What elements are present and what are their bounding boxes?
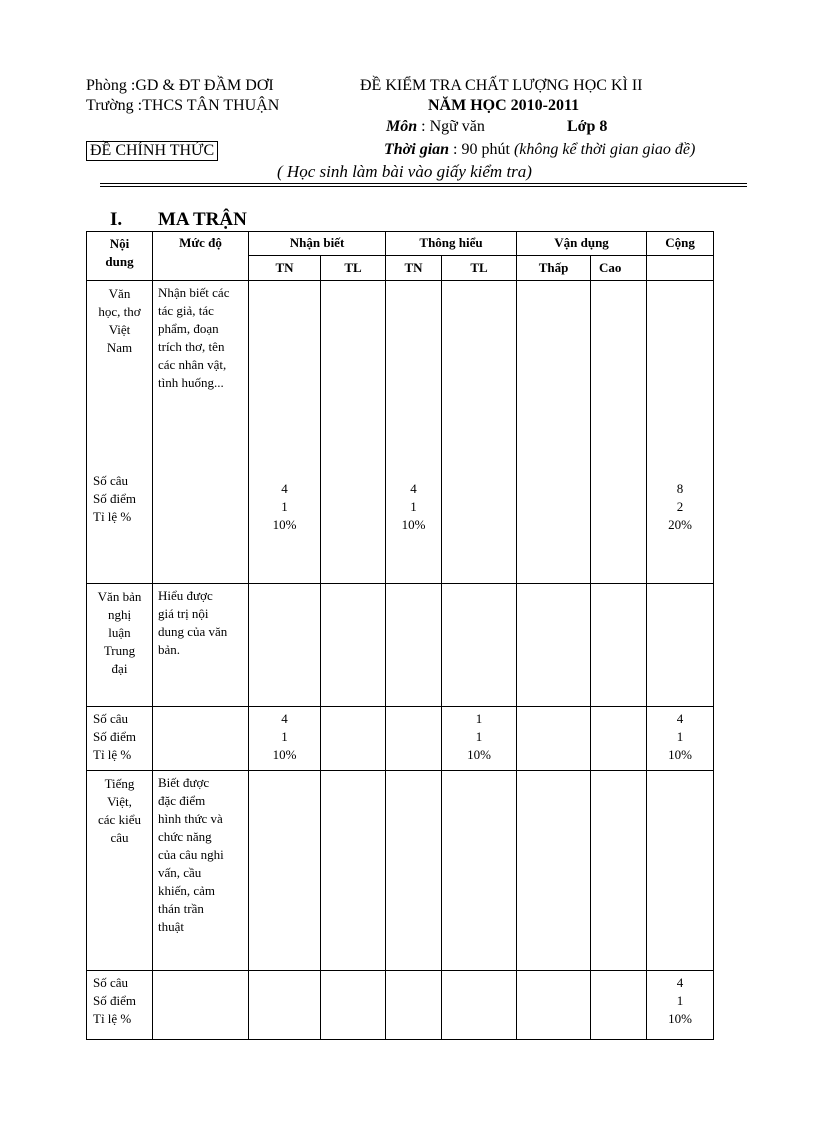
stat-label: Số điểm: [93, 491, 136, 506]
table-row: [87, 971, 714, 1040]
empty-cell: [153, 971, 249, 1040]
row1-mucdo-cell: [153, 281, 249, 584]
empty-cell: [442, 771, 517, 971]
row3-mucdo-line: chức năng: [158, 829, 212, 844]
instruction: ( Học sinh làm bài vào giấy kiểm tra): [277, 162, 532, 181]
table-row: [87, 707, 714, 771]
row2-stats-labels: [87, 707, 153, 771]
empty-cell: [321, 584, 386, 707]
stat-label: Số điểm: [93, 993, 136, 1008]
empty-cell: [647, 771, 714, 971]
exam-title: ĐỀ KIỂM TRA CHẤT LƯỢNG HỌC KÌ II: [360, 77, 643, 94]
row1-nhanbiet-tn: [249, 281, 321, 584]
row1-noidung-line: Việt: [108, 322, 131, 337]
stat-label: Số câu: [93, 711, 129, 726]
header-noidung-line: Nội: [109, 236, 130, 251]
header-noidung-line: dung: [105, 254, 134, 269]
header-vandung: Vận dụng: [517, 232, 647, 256]
cell-value: 10%: [272, 517, 297, 532]
row3-mucdo-line: thuật: [158, 919, 184, 934]
empty-cell: [517, 707, 591, 771]
row3-mucdo-line: của câu nghi: [158, 847, 224, 862]
row3-noidung-cell: [87, 771, 153, 971]
subheader-tn: TN: [386, 256, 442, 281]
cell-value: 10%: [467, 747, 491, 762]
double-rule-top: [100, 183, 747, 184]
row3-noidung-line: câu: [110, 830, 129, 845]
empty-cell: [591, 771, 647, 971]
stat-label: Số câu: [93, 473, 129, 488]
row2-mucdo-cell: [153, 584, 249, 707]
truong-line: [86, 97, 279, 115]
empty-cell: [386, 707, 442, 771]
row1-noidung-line: Văn: [108, 286, 131, 301]
cell-value: 20%: [668, 517, 692, 532]
truong-label: Trường :: [86, 97, 143, 114]
cell-value: 10%: [668, 1011, 692, 1026]
row3-stats-labels: [87, 971, 153, 1040]
cell-value: 10%: [401, 517, 426, 532]
cell-value: 1: [475, 729, 483, 744]
cell-value: 10%: [668, 747, 692, 762]
mon-label: Môn: [386, 118, 418, 135]
empty-cell: [591, 971, 647, 1040]
stat-label: Số câu: [93, 975, 129, 990]
empty-cell: [249, 584, 321, 707]
row2-noidung-line: đại: [111, 661, 128, 676]
stat-label: Số điểm: [93, 729, 136, 744]
row3-mucdo-cell: [153, 771, 249, 971]
row3-cong: [647, 971, 714, 1040]
empty-cell: [647, 584, 714, 707]
row1-mucdo-line: trích thơ, tên: [158, 339, 225, 354]
school-year: NĂM HỌC 2010-2011: [428, 97, 580, 114]
row2-noidung-line: Trung: [103, 643, 136, 658]
row1-mucdo-line: các nhân vật,: [158, 357, 227, 372]
row3-noidung-line: Tiếng: [104, 776, 135, 791]
row1-nhanbiet-tl: [321, 281, 386, 584]
row2-nhanbiet-tn: [249, 707, 321, 771]
row3-mucdo-line: hình thức và: [158, 811, 223, 826]
cell-value: 4: [410, 481, 417, 496]
row3-mucdo-line: thán trần: [158, 901, 204, 916]
section-title: MA TRẬN: [158, 209, 247, 230]
row2-cong: [647, 707, 714, 771]
empty-cell: [321, 971, 386, 1040]
cell-value: 1: [676, 993, 684, 1008]
cell-value: 4: [676, 711, 684, 726]
empty-cell: [249, 771, 321, 971]
cell-value: 1: [281, 729, 288, 744]
section-number: I.: [110, 209, 123, 230]
row2-mucdo-line: dung của văn: [158, 624, 228, 639]
table-row: [87, 584, 714, 707]
cell-value: 1: [281, 499, 288, 514]
row3-mucdo-line: vấn, cầu: [158, 865, 202, 880]
row3-mucdo-line: khiến, cảm: [158, 883, 216, 898]
empty-cell: [153, 707, 249, 771]
time-line: [384, 141, 695, 159]
table-row: [87, 281, 714, 584]
row2-noidung-line: nghị: [107, 607, 132, 622]
row2-mucdo-line: Hiểu được: [158, 588, 213, 603]
time-note: (không kể thời gian giao đề): [513, 141, 696, 158]
row3-noidung-line: các kiểu: [98, 812, 141, 827]
empty-cell: [386, 771, 442, 971]
phong-label: Phòng :: [86, 77, 136, 94]
subject-line: [386, 118, 485, 136]
matrix-table: [86, 231, 714, 1040]
class-level: Lớp 8: [567, 118, 608, 135]
subheader-empty: [647, 256, 714, 281]
cell-value: 4: [281, 711, 288, 726]
header-cong: Cộng: [647, 232, 714, 256]
cell-value: 1: [676, 729, 684, 744]
row1-mucdo-line: phẩm, đoạn: [158, 321, 219, 336]
mon-value: : Ngữ văn: [421, 118, 485, 135]
row1-noidung-cell: [87, 281, 153, 584]
subheader-tl: TL: [321, 256, 386, 281]
header-mucdo: Mức độ: [153, 232, 249, 281]
empty-cell: [591, 707, 647, 771]
cell-value: 8: [676, 481, 684, 496]
row3-mucdo-line: đặc điểm: [158, 793, 206, 808]
row1-mucdo-line: tác giả, tác: [158, 303, 214, 318]
empty-cell: [517, 584, 591, 707]
row1-vandung-thap: [517, 281, 591, 584]
time-value: : 90 phút: [453, 141, 510, 158]
header-nhanbiet: Nhận biết: [249, 232, 386, 256]
header-row: [87, 232, 714, 256]
row2-mucdo-line: giá trị nội: [158, 606, 209, 621]
stat-label: Tỉ lệ %: [93, 509, 132, 524]
cell-value: 1: [475, 711, 483, 726]
row3-mucdo-line: Biết được: [158, 775, 210, 790]
empty-cell: [442, 584, 517, 707]
phong-value: GD & ĐT ĐẦM DƠI: [135, 77, 274, 94]
row3-noidung-line: Việt,: [107, 794, 132, 809]
subheader-tn: TN: [249, 256, 321, 281]
stat-label: Tỉ lệ %: [93, 747, 132, 762]
row1-noidung-line: Nam: [106, 340, 133, 355]
empty-cell: [321, 771, 386, 971]
truong-value: THCS TÂN THUẬN: [142, 97, 280, 114]
cell-value: 1: [410, 499, 417, 514]
header-thonghieu: Thông hiểu: [386, 232, 517, 256]
cell-value: 4: [676, 975, 684, 990]
row2-noidung-cell: [87, 584, 153, 707]
cell-value: 4: [281, 481, 288, 496]
subheader-tl: TL: [442, 256, 517, 281]
row1-cong: [647, 281, 714, 584]
empty-cell: [591, 584, 647, 707]
empty-cell: [321, 707, 386, 771]
empty-cell: [517, 771, 591, 971]
double-rule-bottom: [100, 186, 747, 187]
subheader-cao: Cao: [591, 256, 647, 281]
row2-noidung-line: luận: [108, 625, 131, 640]
cell-value: 2: [676, 499, 684, 514]
subheader-thap: Thấp: [517, 256, 591, 281]
time-label: Thời gian: [384, 141, 450, 158]
row1-mucdo-line: tình huống...: [158, 375, 224, 390]
empty-cell: [442, 971, 517, 1040]
cell-value: 10%: [272, 747, 297, 762]
row1-mucdo-line: Nhận biết các: [158, 285, 230, 300]
row1-vandung-cao: [591, 281, 647, 584]
table-row: [87, 771, 714, 971]
stat-label: Tỉ lệ %: [93, 1011, 132, 1026]
phong-line: [86, 77, 274, 95]
row1-thonghieu-tn: [386, 281, 442, 584]
empty-cell: [386, 971, 442, 1040]
official-badge: ĐỀ CHÍNH THỨC: [86, 141, 218, 161]
row2-thonghieu-tl: [442, 707, 517, 771]
empty-cell: [249, 971, 321, 1040]
empty-cell: [517, 971, 591, 1040]
row2-noidung-line: Văn bản: [97, 589, 142, 604]
header-noidung: [87, 232, 153, 281]
row1-noidung-line: học, thơ: [98, 304, 141, 319]
empty-cell: [386, 584, 442, 707]
row1-thonghieu-tl: [442, 281, 517, 584]
row2-mucdo-line: bản.: [158, 642, 181, 657]
